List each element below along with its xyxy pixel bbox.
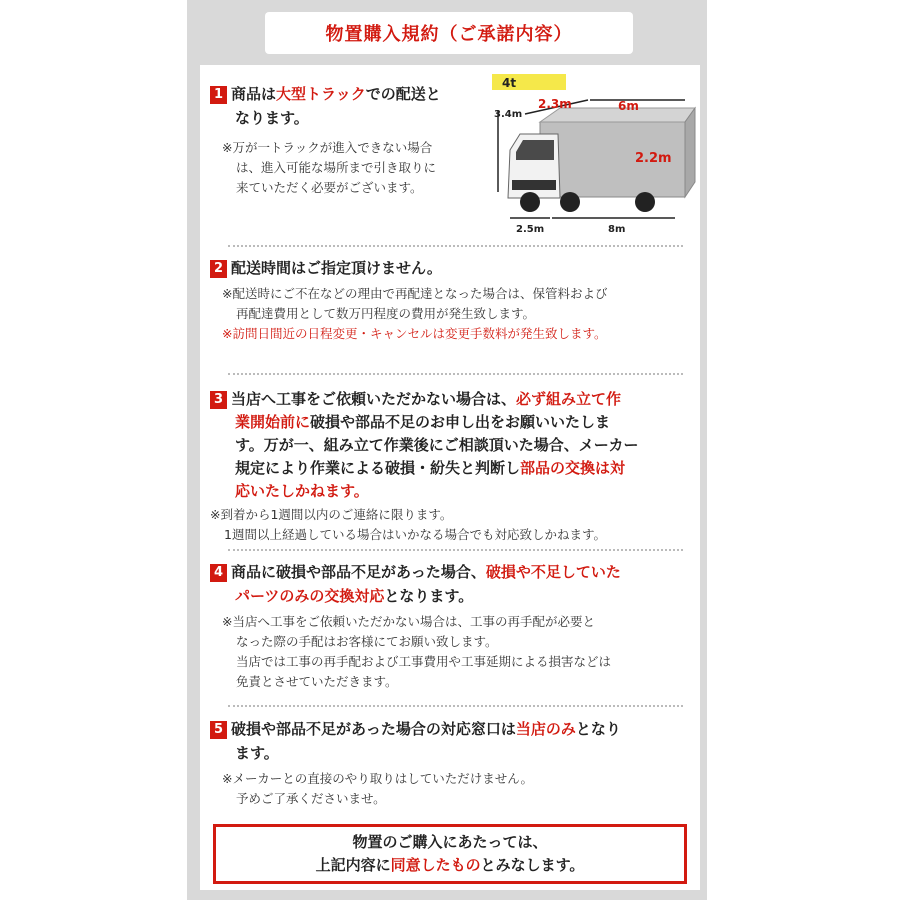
page-title: 物置購入規約（ご承諾内容） [265, 12, 633, 54]
divider [228, 549, 683, 551]
truck-illustration [490, 70, 700, 240]
agreement-line-2: 上記内容に同意したものとみなします。 [315, 856, 585, 874]
section-3-note: ※到着から1週間以内のご連絡に限ります。 1週間以上経過している場合はいかなる場合でも対応致しかねます。 [210, 507, 606, 542]
section-1-note: ※万が一トラックが進入できない場合 は、進入可能な場所まで引き取りに 来ていただく必要がございます。 [222, 140, 437, 195]
agreement-box [213, 824, 687, 884]
section-4 [210, 560, 685, 692]
section-4-note: ※当店へ工事をご依頼いただかない場合は、工事の再手配が必要と なった際の手配はお客様にてお願い致します。 当店では工事の再手配および工事費用や工事延期による損害などは 免責とさせていただきます。 [222, 614, 612, 689]
dim-cab-length: 2.3m [538, 97, 572, 111]
section-5-heading: 5 破損や部品不足があった場合の対応窓口は当店のみとなり ます。 [210, 717, 685, 765]
divider [228, 245, 683, 247]
section-5-note: ※メーカーとの直接のやり取りはしていただけません。 予めご了承くださいませ。 [222, 771, 533, 806]
cab-window [516, 140, 554, 160]
section-1-heading: 1 商品は大型トラックでの配送と なります。 [210, 82, 685, 130]
front-wheel-icon [520, 192, 540, 212]
section-3-heading: 3 当店へ工事をご依頼いただかない場合は、必ず組み立て作 業開始前に破損や部品不足のお申し出をお願いいたしま す。万が一、組み立て作業後にご相談頂いた場合、メーカー 規定により作業による破損・紛失と判断し部品の交換は対 応いたしかねます。 [210, 388, 685, 503]
middle-wheel-icon [560, 192, 580, 212]
section-3 [210, 388, 685, 545]
section-number: 5 [210, 721, 227, 739]
section-4-heading: 4 商品に破損や部品不足があった場合、破損や不足していた パーツのみの交換対応となります。 [210, 560, 685, 608]
section-2-note: ※配送時にご不在などの理由で再配達となった場合は、保管料および 再配達費用として数万円程度の費用が発生致します。 ※訪問日間近の日程変更・キャンセルは変更手数料が発生致します。 [210, 284, 685, 344]
dim-cargo-height: 2.2m [635, 151, 672, 166]
dim-total-length: 8m [608, 224, 626, 235]
cab-bumper [512, 180, 556, 190]
cancellation-warning: ※訪問日間近の日程変更・キャンセルは変更手数料が発生致します。 [222, 326, 607, 341]
section-number: 3 [210, 391, 227, 409]
dim-cargo-length: 6m [618, 99, 639, 113]
divider [228, 705, 683, 707]
cargo-side [685, 108, 695, 197]
section-number: 1 [210, 86, 227, 104]
dim-width: 2.5m [516, 224, 545, 235]
section-2 [210, 256, 685, 344]
rear-wheel-icon [635, 192, 655, 212]
section-number: 4 [210, 564, 227, 582]
truck-badge: 4t [502, 76, 517, 90]
agreement-line-1: 物置のご購入にあたっては、 [352, 833, 548, 851]
divider [228, 373, 683, 375]
section-2-heading: 2 配送時間はご指定頂けません。 [210, 256, 685, 280]
dim-height: 3.4m [494, 109, 523, 120]
section-number: 2 [210, 260, 227, 278]
section-5 [210, 717, 685, 809]
